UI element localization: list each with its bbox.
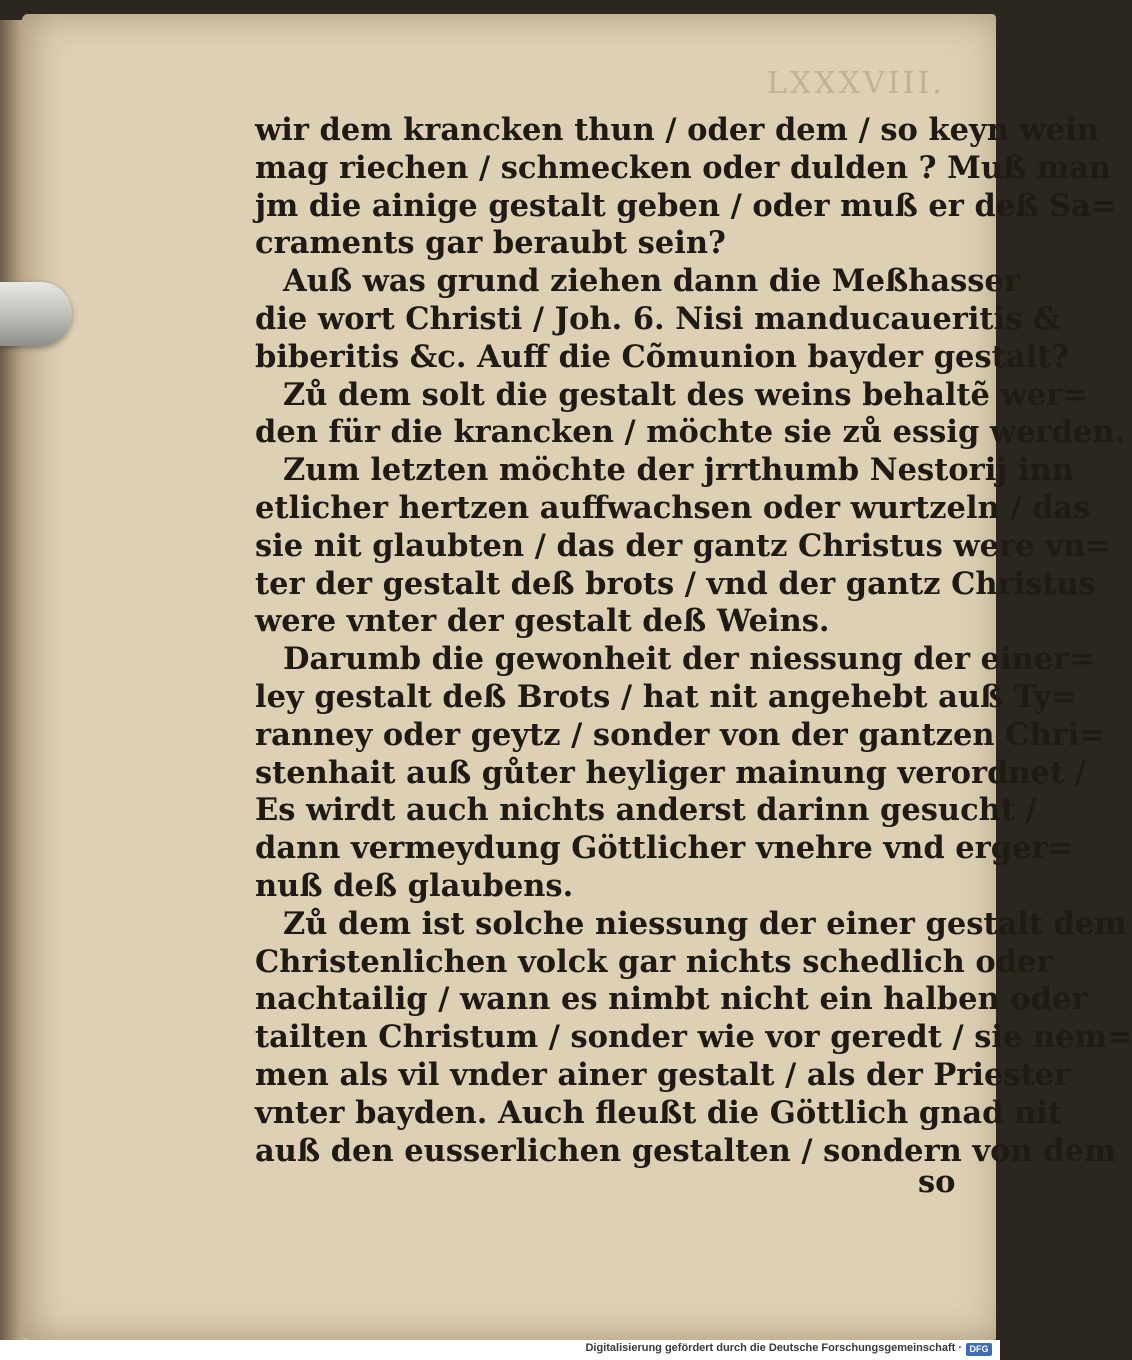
footer-bar [0, 1340, 1000, 1360]
text-line: auß den eusserlichen gestalten / sondern von dem [255, 1132, 1117, 1169]
text-line: ter der gestalt deß brots / vnd der gantz Christus [255, 565, 1096, 602]
text-line: men als vil vnder ainer gestalt / als der Priester [255, 1056, 1071, 1093]
text-line: die wort Christi / Joh. 6. Nisi manducaueritis & [255, 300, 1061, 337]
catchword: so [918, 1164, 956, 1200]
text-line: biberitis &c. Auff die Cõmunion bayder gestalt? [255, 338, 1070, 375]
text-line: vnter bayden. Auch fleußt die Göttlich gnad nit [255, 1094, 1062, 1131]
text-line: den für die krancken / möchte sie zů essig werden. [255, 414, 1126, 451]
dfg-logo: DFG [966, 1343, 992, 1356]
page-text-block [255, 112, 1132, 1170]
text-line: Zů dem solt die gestalt des weins behaltẽ wer= [283, 376, 1088, 413]
text-line: nachtailig / wann es nimbt nicht ein halben oder [255, 981, 1088, 1018]
text-line: nuß deß glaubens. [255, 867, 574, 904]
text-line: Es wirdt auch nichts anderst darinn gesucht / [255, 792, 1037, 829]
text-line: stenhait auß gůter heyliger mainung verordnet / [255, 754, 1086, 791]
text-line: Darumb die gewonheit der niessung der einer= [283, 641, 1095, 678]
text-line: ley gestalt deß Brots / hat nit angehebt auß Ty= [255, 678, 1077, 715]
text-line: tailten Christum / sonder wie vor geredt / sie nem= [255, 1019, 1132, 1056]
text-line: sie nit glaubten / das der gantz Christus were vn= [255, 527, 1111, 564]
text-line: craments gar beraubt sein? [255, 225, 726, 262]
text-line: wir dem krancken thun / oder dem / so keyn wein [255, 112, 1099, 148]
text-line: etlicher hertzen auffwachsen oder wurtzeln / das [255, 489, 1091, 526]
text-line: jm die ainige gestalt geben / oder muß er deß Sa= [255, 187, 1117, 224]
text-line: Zů dem ist solche niessung der einer gestalt dem [283, 905, 1127, 942]
folio-bleedthrough: LXXXVIII. [767, 66, 945, 101]
text-line: Zum letzten möchte der jrrthumb Nestorij inn [283, 452, 1074, 489]
text-line: dann vermeydung Göttlicher vnehre vnd erger= [255, 830, 1074, 867]
page-clip [0, 282, 72, 346]
funding-credit: Digitalisierung gefördert durch die Deutsche Forschungsgemeinschaft · [585, 1342, 962, 1354]
text-line: Christenlichen volck gar nichts schedlich oder [255, 943, 1053, 980]
text-line: ranney oder geytz / sonder von der gantzen Chri= [255, 716, 1105, 753]
text-line: Auß was grund ziehen dann die Meßhasser [283, 263, 1020, 300]
text-line: mag riechen / schmecken oder dulden ? Muß man [255, 149, 1112, 186]
text-line: were vnter der gestalt deß Weins. [255, 603, 830, 640]
